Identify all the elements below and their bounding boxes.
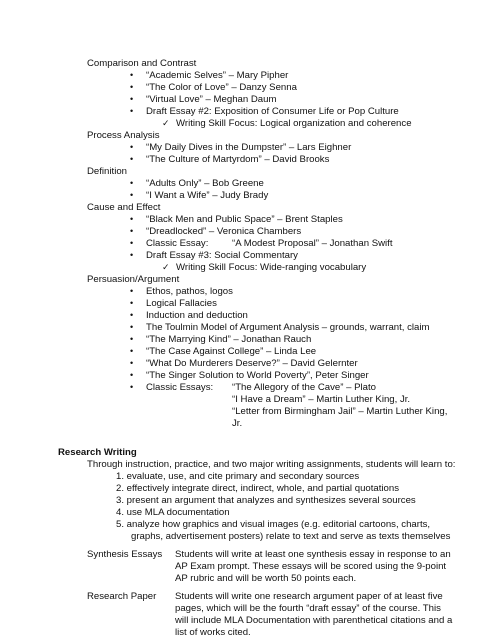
synthesis-label: Synthesis Essays: [87, 549, 163, 560]
research-goal: 1. evaluate, use, and cite primary and secondary sources: [116, 471, 360, 482]
list-item: • “The Marrying Kind” – Jonathan Rauch: [146, 334, 311, 345]
paper-text: will include MLA Documentation with parenthetical citations and a: [175, 615, 453, 626]
classic-essay-title: “I Have a Dream” – Martin Luther King, Jr.: [232, 394, 411, 405]
section-heading: Comparison and Contrast: [87, 58, 197, 69]
classic-essay-title: “A Modest Proposal” – Jonathan Swift: [232, 238, 393, 249]
focus-item: ✓ Writing Skill Focus: Wide-ranging vocabulary: [176, 262, 366, 273]
list-item: • “Adults Only” – Bob Greene: [146, 178, 264, 189]
research-intro: Through instruction, practice, and two major writing assignments, students will learn to:: [87, 459, 456, 470]
list-item: • The Toulmin Model of Argument Analysis – grounds, warrant, claim: [146, 322, 430, 333]
section-heading: Process Analysis: [87, 130, 160, 141]
research-goal: 2. effectively integrate direct, indirect, whole, and partial quotations: [116, 483, 400, 494]
research-goal: 5. analyze how graphics and visual images (e.g. editorial cartoons, charts,: [116, 519, 431, 530]
list-item: • “The Culture of Martyrdom” – David Brooks: [146, 154, 329, 165]
research-goal: 4. use MLA documentation: [116, 507, 230, 518]
classic-essay-title: “Letter from Birmingham Jail” – Martin Luther King,: [232, 406, 448, 417]
list-item: • Classic Essays:: [146, 382, 213, 393]
list-item: • “Black Men and Public Space” – Brent Staples: [146, 214, 343, 225]
list-item: • Induction and deduction: [146, 310, 248, 321]
list-item: • “What Do Murderers Deserve?” – David Gelernter: [146, 358, 358, 369]
list-item: • Ethos, pathos, logos: [146, 286, 233, 297]
list-item: • “The Case Against College” – Linda Lee: [146, 346, 316, 357]
list-item: • “Virtual Love” – Meghan Daum: [146, 94, 276, 105]
paper-text: list of works cited.: [175, 627, 251, 638]
list-item: • “My Daily Dives in the Dumpster” – Lars Eighner: [146, 142, 351, 153]
section-heading: Persuasion/Argument: [87, 274, 180, 285]
paper-label: Research Paper: [87, 591, 157, 602]
list-item: • “Dreadlocked” – Veronica Chambers: [146, 226, 301, 237]
classic-essay-title: Jr.: [232, 418, 243, 429]
research-goal: graphs, advertisement posters) relate to text and serve as texts themselves: [131, 531, 451, 542]
paper-text: Students will write one research argument paper of at least five: [175, 591, 443, 602]
list-item: • “The Color of Love” – Danzy Senna: [146, 82, 297, 93]
list-item: • Logical Fallacies: [146, 298, 217, 309]
synthesis-text: AP rubric and will be worth 50 points each.: [175, 573, 357, 584]
list-item: • “Academic Selves” – Mary Pipher: [146, 70, 288, 81]
list-item: • “The Singer Solution to World Poverty”, Peter Singer: [146, 370, 369, 381]
research-heading: Research Writing: [58, 447, 137, 458]
synthesis-text: AP Exam prompt. These essays will be scored using the 9-point: [175, 561, 447, 572]
synthesis-text: Students will write at least one synthesis essay in response to an: [175, 549, 451, 560]
section-heading: Cause and Effect: [87, 202, 161, 213]
list-item: • “I Want a Wife” – Judy Brady: [146, 190, 268, 201]
section-heading: Definition: [87, 166, 127, 177]
classic-essay-title: “The Allegory of the Cave” – Plato: [232, 382, 376, 393]
list-item: • Draft Essay #3: Social Commentary: [146, 250, 298, 261]
focus-item: ✓ Writing Skill Focus: Logical organization and coherence: [176, 118, 412, 129]
paper-text: pages, which will be the fourth “draft essay” of the course. This: [175, 603, 441, 614]
research-goal: 3. present an argument that analyzes and synthesizes several sources: [116, 495, 416, 506]
list-item: • Classic Essay:: [146, 238, 208, 249]
list-item: • Draft Essay #2: Exposition of Consumer Life or Pop Culture: [146, 106, 399, 117]
